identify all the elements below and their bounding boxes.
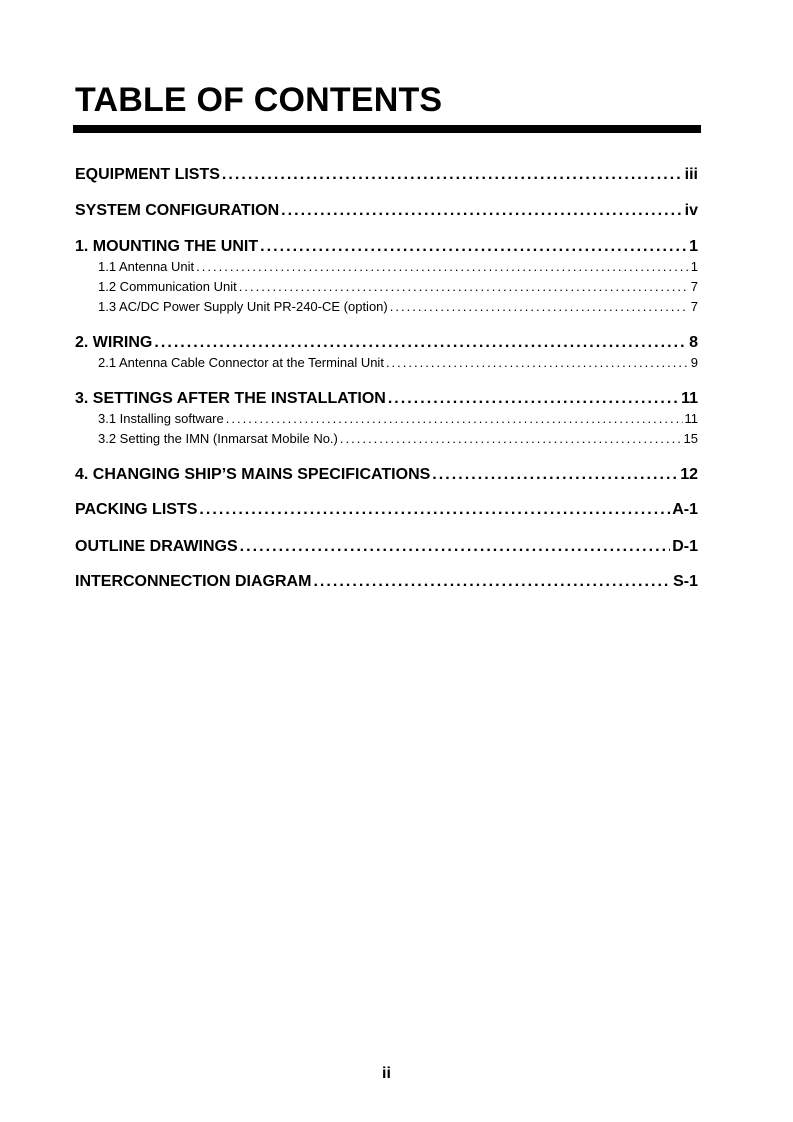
dot-leader <box>226 411 683 427</box>
toc-entry-label: 1. MOUNTING THE UNIT <box>75 238 259 255</box>
toc-entry-setting-the-imn[interactable] <box>98 431 698 447</box>
toc-entry-page: 12 <box>680 466 698 483</box>
toc-entry-page: 7 <box>690 279 698 294</box>
toc-entry-antenna-cable-connector[interactable] <box>98 355 698 371</box>
toc-entry-system-configuration[interactable] <box>75 201 698 221</box>
dot-leader <box>240 537 671 557</box>
dot-leader <box>340 431 682 447</box>
toc-entry-label: 3. SETTINGS AFTER THE INSTALLATION <box>75 390 386 407</box>
toc-entry-installing-software[interactable] <box>98 411 698 427</box>
dot-leader <box>281 201 683 221</box>
toc-entry-label: PACKING LISTS <box>75 501 198 518</box>
dot-leader <box>199 500 670 520</box>
toc-entry-antenna-unit[interactable] <box>98 259 698 275</box>
toc-entry-label: 1.2 Communication Unit <box>98 279 237 294</box>
toc-entry-outline-drawings[interactable] <box>75 537 698 557</box>
toc-entry-label: 2. WIRING <box>75 334 153 351</box>
toc-entry-label: 3.2 Setting the IMN (Inmarsat Mobile No.) <box>98 431 338 446</box>
toc-entry-label: INTERCONNECTION DIAGRAM <box>75 573 312 590</box>
toc-entry-label: 4. CHANGING SHIP’S MAINS SPECIFICATIONS <box>75 466 431 483</box>
dot-leader <box>386 355 689 371</box>
toc-entry-label: SYSTEM CONFIGURATION <box>75 202 280 219</box>
toc-entry-settings-after-installation[interactable] <box>75 389 698 409</box>
toc-entry-communication-unit[interactable] <box>98 279 698 295</box>
toc-entry-page: 8 <box>689 334 698 351</box>
page-number: ii <box>382 1065 391 1082</box>
toc-entry-page: A-1 <box>672 501 698 518</box>
toc-entry-packing-lists[interactable] <box>75 500 698 520</box>
toc-entry-label: 3.1 Installing software <box>98 411 224 426</box>
dot-leader <box>196 259 689 275</box>
dot-leader <box>432 465 678 485</box>
toc-entry-label: OUTLINE DRAWINGS <box>75 538 238 555</box>
page-title: TABLE OF CONTENTS <box>75 81 443 119</box>
toc-entry-page: 1 <box>689 238 698 255</box>
toc-entry-equipment-lists[interactable] <box>75 165 698 185</box>
toc-entry-mounting-the-unit[interactable] <box>75 237 698 257</box>
toc-entry-page: 9 <box>690 355 698 370</box>
dot-leader <box>239 279 689 295</box>
toc-entry-page: 7 <box>690 299 698 314</box>
toc-entry-page: iii <box>684 166 698 183</box>
toc-entry-label: 2.1 Antenna Cable Connector at the Terminal Unit <box>98 355 384 370</box>
dot-leader <box>260 237 687 257</box>
toc-entry-changing-ships-mains[interactable] <box>75 465 698 485</box>
toc-entry-page: 11 <box>684 411 698 426</box>
dot-leader <box>313 572 671 592</box>
toc-entry-wiring[interactable] <box>75 333 698 353</box>
toc-entry-page: 15 <box>683 431 698 446</box>
toc-entry-label: 1.1 Antenna Unit <box>98 259 195 274</box>
toc-entry-page: iv <box>684 202 698 219</box>
title-divider <box>73 125 701 133</box>
dot-leader <box>390 299 689 315</box>
toc-entry-page: D-1 <box>672 538 698 555</box>
toc-entry-page: 11 <box>681 390 698 407</box>
dot-leader <box>388 389 679 409</box>
toc-entry-page: 1 <box>690 259 698 274</box>
dot-leader <box>154 333 687 353</box>
dot-leader <box>222 165 683 185</box>
toc-entry-label: 1.3 AC/DC Power Supply Unit PR-240-CE (option) <box>98 299 388 314</box>
toc-entry-label: EQUIPMENT LISTS <box>75 166 220 183</box>
toc-entry-page: S-1 <box>673 573 698 590</box>
toc-entry-power-supply-unit[interactable] <box>98 299 698 315</box>
toc-entry-interconnection-diagram[interactable] <box>75 572 698 592</box>
